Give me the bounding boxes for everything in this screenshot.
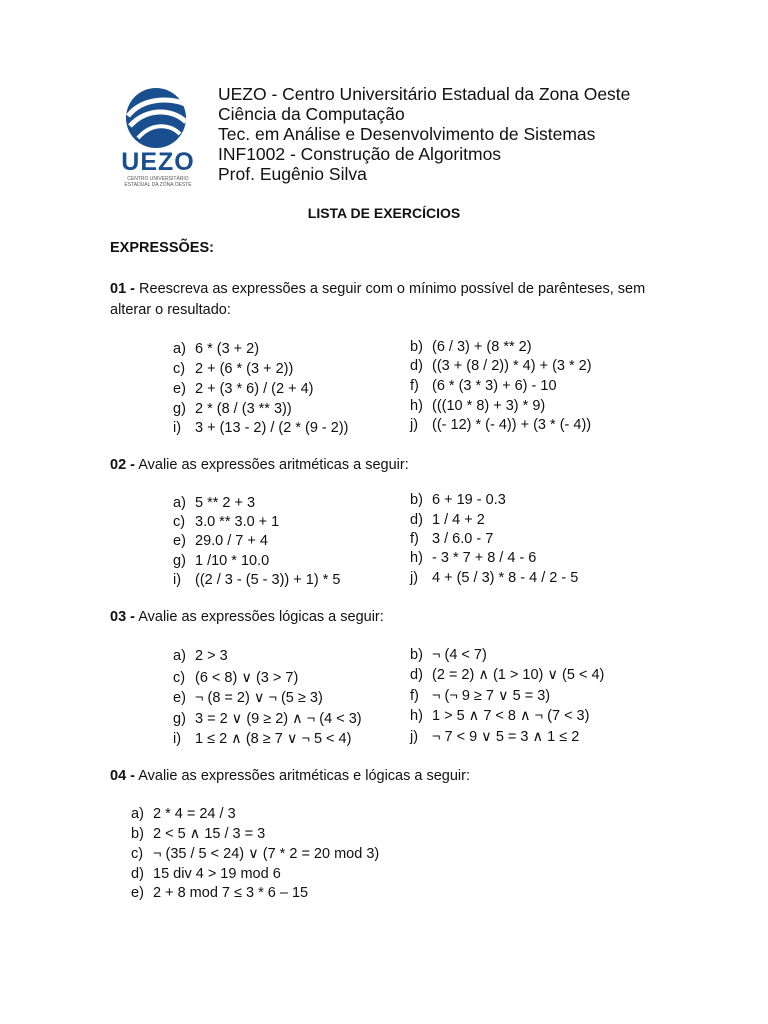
- item-label: f): [410, 531, 419, 547]
- item-label: e): [131, 885, 144, 901]
- item-label: d): [410, 667, 423, 683]
- list-item: [173, 648, 228, 664]
- list-item: [131, 846, 379, 862]
- item-label: j): [410, 570, 419, 586]
- question-text: Reescreva as expressões a seguir com o mínimo possível de parênteses, sem alterar o resultado:: [110, 281, 646, 318]
- item-label: g): [173, 553, 186, 569]
- item-label: e): [173, 533, 186, 549]
- list-item: [410, 729, 579, 745]
- list-item: [410, 339, 532, 355]
- header-line-institution: UEZO - Centro Universitário Estadual da Zona Oeste: [218, 84, 631, 104]
- question-text: Avalie as expressões aritméticas a seguir:: [138, 457, 409, 473]
- section-heading: EXPRESSÕES:: [110, 240, 214, 256]
- list-item: [173, 514, 279, 530]
- question-number: 03 -: [110, 609, 135, 625]
- item-label: i): [173, 572, 182, 588]
- list-item: [173, 731, 351, 747]
- list-item: [173, 420, 349, 436]
- item-label: h): [410, 708, 423, 724]
- item-label: c): [173, 670, 186, 686]
- uezo-logo: [112, 86, 204, 186]
- item-expression: 29.0 / 7 + 4: [195, 533, 268, 549]
- list-item: [173, 711, 362, 727]
- item-expression: 1 / 4 + 2: [432, 512, 485, 528]
- question-04: [110, 766, 670, 787]
- item-expression: (((10 * 8) + 3) * 9): [432, 398, 546, 414]
- item-expression: 2 + 8 mod 7 ≤ 3 * 6 – 15: [153, 885, 309, 901]
- logo-subtitle: [112, 176, 204, 188]
- header-line-subject: INF1002 - Construção de Algoritmos: [218, 144, 502, 164]
- item-label: d): [410, 512, 423, 528]
- item-expression: 1 ≤ 2 ∧ (8 ≥ 7 ∨ ¬ 5 < 4): [195, 731, 352, 747]
- question-number: 04 -: [110, 768, 135, 784]
- item-label: e): [173, 690, 186, 706]
- header-block: [218, 84, 630, 184]
- item-expression: ((3 + (8 / 2)) * 4) + (3 * 2): [432, 358, 592, 374]
- item-expression: 6 * (3 + 2): [195, 341, 260, 357]
- list-item: [410, 492, 506, 508]
- item-label: j): [410, 729, 419, 745]
- list-item: [173, 381, 313, 397]
- item-expression: 2 > 3: [195, 648, 228, 664]
- list-item: [173, 495, 255, 511]
- list-item: [410, 550, 536, 566]
- list-item: [173, 690, 323, 706]
- list-item: [410, 358, 592, 374]
- item-expression: 5 ** 2 + 3: [195, 495, 256, 511]
- item-expression: 6 + 19 - 0.3: [432, 492, 506, 508]
- item-label: b): [131, 826, 144, 842]
- item-label: a): [173, 341, 186, 357]
- list-item: [410, 417, 591, 433]
- question-01: [110, 279, 670, 321]
- header-line-program: Tec. em Análise e Desenvolvimento de Sistemas: [218, 124, 596, 144]
- list-item: [173, 572, 340, 588]
- list-item: [173, 341, 259, 357]
- item-expression: ((2 / 3 - (5 - 3)) + 1) * 5: [195, 572, 341, 588]
- question-number: 01 -: [110, 281, 135, 297]
- list-item: [410, 378, 557, 394]
- item-expression: 2 * 4 = 24 / 3: [153, 806, 236, 822]
- item-expression: 3.0 ** 3.0 + 1: [195, 514, 280, 530]
- logo-swoosh-icon: [112, 86, 204, 150]
- item-expression: ¬ (¬ 9 ≥ 7 ∨ 5 = 3): [432, 688, 551, 704]
- item-expression: - 3 * 7 + 8 / 4 - 6: [432, 550, 537, 566]
- item-expression: 1 > 5 ∧ 7 < 8 ∧ ¬ (7 < 3): [432, 708, 590, 724]
- item-expression: (2 = 2) ∧ (1 > 10) ∨ (5 < 4): [432, 667, 605, 683]
- item-label: j): [410, 417, 419, 433]
- page-title: LISTA DE EXERCÍCIOS: [307, 205, 461, 221]
- item-expression: 2 + (3 * 6) / (2 + 4): [195, 381, 314, 397]
- item-label: b): [410, 647, 423, 663]
- item-label: a): [131, 806, 144, 822]
- item-label: i): [173, 420, 182, 436]
- logo-sub-line: ESTADUAL DA ZONA OESTE: [124, 182, 192, 188]
- item-label: c): [173, 514, 186, 530]
- item-label: d): [131, 866, 144, 882]
- item-expression: 2 < 5 ∧ 15 / 3 = 3: [153, 826, 266, 842]
- item-label: g): [173, 401, 186, 417]
- item-expression: 3 = 2 ∨ (9 ≥ 2) ∧ ¬ (4 < 3): [195, 711, 362, 727]
- list-item: [131, 885, 308, 901]
- list-item: [131, 866, 281, 882]
- list-item: [173, 361, 293, 377]
- item-expression: 2 + (6 * (3 + 2)): [195, 361, 294, 377]
- item-expression: (6 * (3 * 3) + 6) - 10: [432, 378, 557, 394]
- item-expression: 3 + (13 - 2) / (2 * (9 - 2)): [195, 420, 349, 436]
- item-label: d): [410, 358, 423, 374]
- list-item: [173, 401, 292, 417]
- question-number: 02 -: [110, 457, 135, 473]
- item-label: h): [410, 398, 423, 414]
- list-item: [410, 512, 485, 528]
- logo-sub-line: CENTRO UNIVERSITÁRIO: [127, 176, 189, 182]
- item-label: c): [131, 846, 144, 862]
- item-label: e): [173, 381, 186, 397]
- item-expression: 3 / 6.0 - 7: [432, 531, 494, 547]
- item-expression: (6 / 3) + (8 ** 2): [432, 339, 532, 355]
- item-expression: (6 < 8) ∨ (3 > 7): [195, 670, 299, 686]
- item-expression: ((- 12) * (- 4)) + (3 * (- 4)): [432, 417, 592, 433]
- question-03: [110, 607, 670, 628]
- list-item: [410, 398, 545, 414]
- list-item: [173, 670, 298, 686]
- item-expression: 4 + (5 / 3) * 8 - 4 / 2 - 5: [432, 570, 579, 586]
- item-expression: 1 /10 * 10.0: [195, 553, 270, 569]
- list-item: [131, 806, 236, 822]
- list-item: [410, 647, 487, 663]
- list-item: [410, 667, 604, 683]
- item-label: h): [410, 550, 423, 566]
- question-text: Avalie as expressões lógicas a seguir:: [138, 609, 384, 625]
- list-item: [410, 708, 589, 724]
- item-label: a): [173, 495, 186, 511]
- list-item: [173, 533, 268, 549]
- item-label: i): [173, 731, 182, 747]
- item-label: f): [410, 378, 419, 394]
- item-expression: ¬ (35 / 5 < 24) ∨ (7 * 2 = 20 mod 3): [153, 846, 380, 862]
- list-item: [410, 531, 493, 547]
- question-02: [110, 455, 670, 476]
- header-line-professor: Prof. Eugênio Silva: [218, 164, 367, 184]
- item-label: b): [410, 492, 423, 508]
- item-label: c): [173, 361, 186, 377]
- list-item: [131, 826, 265, 842]
- item-label: a): [173, 648, 186, 664]
- header-line-course: Ciência da Computação: [218, 104, 405, 124]
- item-expression: ¬ 7 < 9 ∨ 5 = 3 ∧ 1 ≤ 2: [432, 729, 580, 745]
- item-expression: ¬ (8 = 2) ∨ ¬ (5 ≥ 3): [195, 690, 323, 706]
- item-label: b): [410, 339, 423, 355]
- list-item: [410, 688, 550, 704]
- logo-text: UEZO: [121, 148, 195, 176]
- item-label: g): [173, 711, 186, 727]
- list-item: [410, 570, 578, 586]
- item-expression: ¬ (4 < 7): [432, 647, 487, 663]
- item-expression: 2 * (8 / (3 ** 3)): [195, 401, 292, 417]
- question-text: Avalie as expressões aritméticas e lógicas a seguir:: [138, 768, 471, 784]
- item-label: f): [410, 688, 419, 704]
- list-item: [173, 553, 269, 569]
- item-expression: 15 div 4 > 19 mod 6: [153, 866, 281, 882]
